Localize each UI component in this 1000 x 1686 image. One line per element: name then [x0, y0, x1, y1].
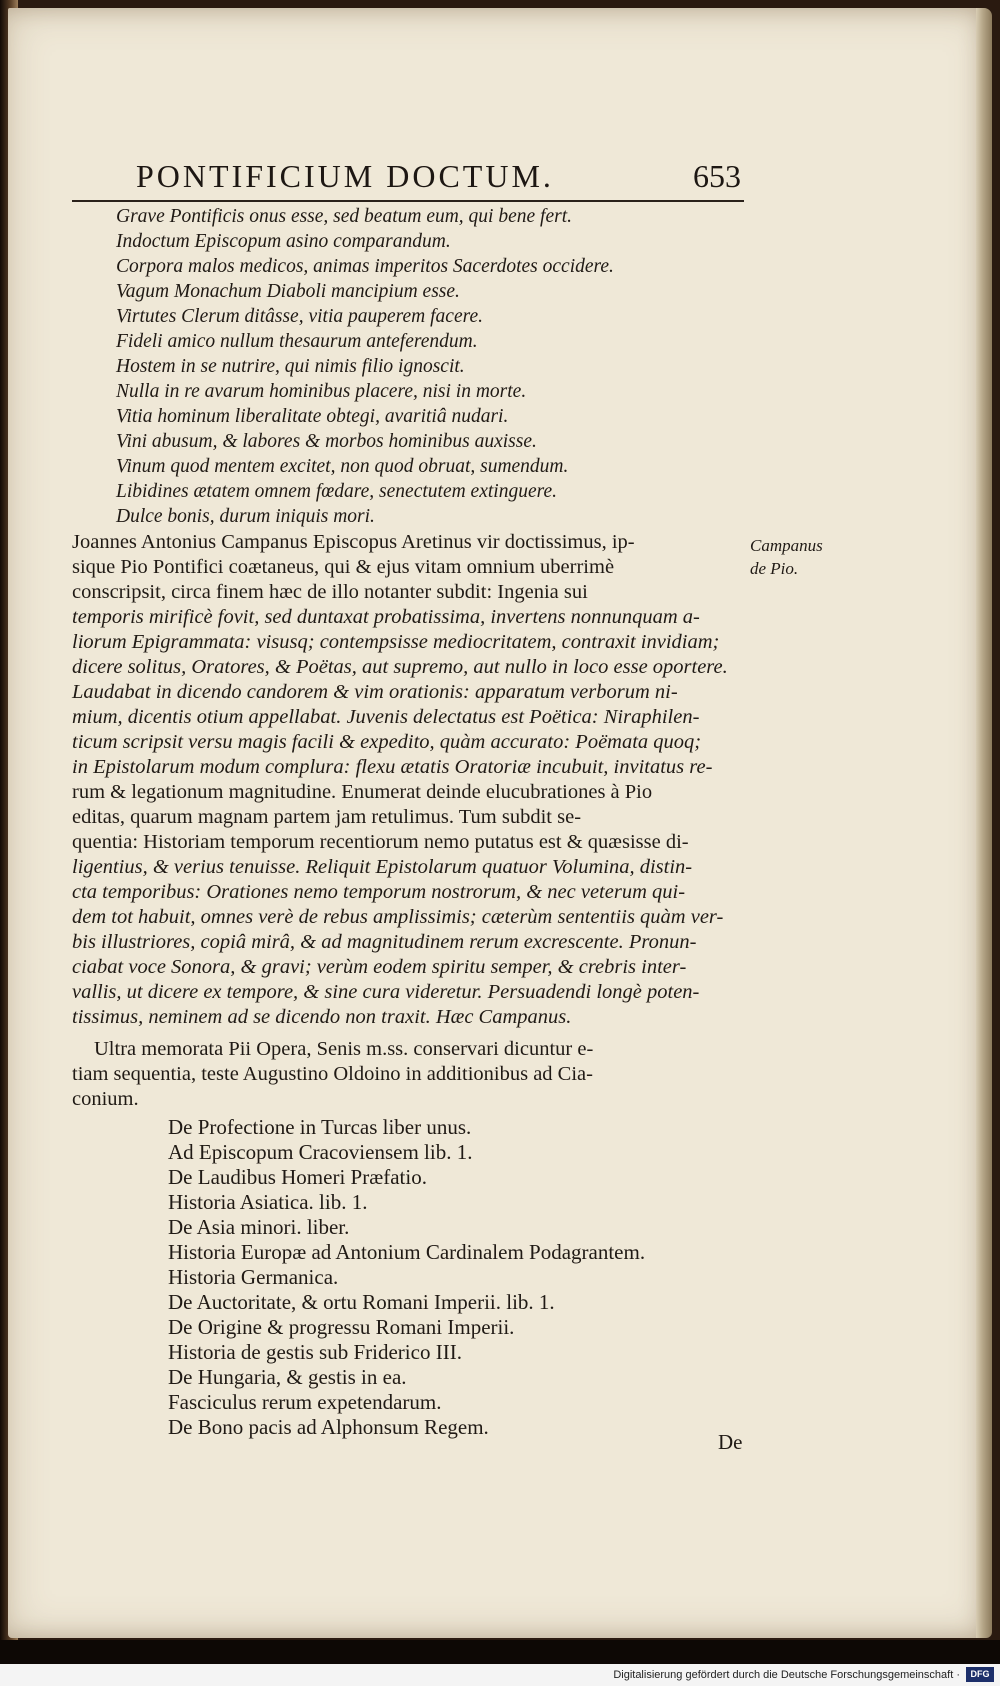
- paragraph-line: ciabat voce Sonora, & gravi; verùm eodem spiritu semper, & crebris inter-: [72, 956, 687, 978]
- verse-line: Grave Pontificis onus esse, sed beatum eum, qui bene fert.: [116, 206, 572, 227]
- verse-line: Vinum quod mentem excitet, non quod obruat, sumendum.: [116, 456, 569, 477]
- verse-line: Dulce bonis, durum iniquis mori.: [116, 506, 375, 527]
- paragraph-line: dicere solitus, Oratores, & Poëtas, aut supremo, aut nullo in loco esse oportere.: [72, 656, 728, 678]
- list-item: Ad Episcopum Cracoviensem lib. 1.: [168, 1140, 473, 1164]
- list-item: Historia Asiatica. lib. 1.: [168, 1190, 368, 1214]
- dfg-logo-icon: DFG: [966, 1667, 994, 1682]
- list-item: De Origine & progressu Romani Imperii.: [168, 1315, 515, 1339]
- verse-line: Fideli amico nullum thesaurum anteferendum.: [116, 331, 478, 352]
- paragraph-line: dem tot habuit, omnes verè de rebus amplissimis; cæterùm sententiis quàm ver-: [72, 906, 724, 928]
- verse-line: Corpora malos medicos, animas imperitos Sacerdotes occidere.: [116, 256, 614, 277]
- paragraph-line: temporis mirificè fovit, sed duntaxat probatissima, invertens nonnunquam a-: [72, 606, 700, 628]
- paragraph-line: Laudabat in dicendo candorem & vim orationis: apparatum verborum ni-: [72, 681, 678, 703]
- running-title: PONTIFICIUM DOCTUM.: [136, 158, 554, 194]
- list-item: De Bono pacis ad Alphonsum Regem.: [168, 1415, 489, 1439]
- paragraph-line: quentia: Historiam temporum recentiorum nemo putatus est & quæsisse di-: [72, 831, 689, 853]
- verse-line: Vini abusum, & labores & morbos hominibus auxisse.: [116, 431, 537, 452]
- catchword: De: [718, 1430, 743, 1454]
- digitization-credit: Digitalisierung gefördert durch die Deutsche Forschungsgemeinschaft ·: [0, 1664, 1000, 1686]
- paragraph-line: Joannes Antonius Campanus Episcopus Aretinus vir doctissimus, ip-: [72, 531, 635, 553]
- page-number: 653: [693, 158, 741, 194]
- verse-line: Indoctum Episcopum asino comparandum.: [116, 231, 451, 252]
- paragraph-line: tissimus, neminem ad se dicendo non traxit. Hæc Campanus.: [72, 1006, 572, 1028]
- list-item: De Laudibus Homeri Præfatio.: [168, 1165, 427, 1189]
- paragraph-line: conscripsit, circa finem hæc de illo notanter subdit: Ingenia sui: [72, 581, 588, 603]
- paragraph-line: mium, dicentis otium appellabat. Juvenis delectatus est Poëtica: Niraphilen-: [72, 706, 700, 728]
- paragraph-line: bis illustriores, copiâ mirâ, & ad magnitudinem rerum excrescente. Pronun-: [72, 931, 697, 953]
- page-edge: [976, 8, 992, 1638]
- paragraph-line: editas, quarum magnam partem jam retulimus. Tum subdit se-: [72, 806, 582, 828]
- paragraph-line: ticum scripsit versu magis facili & expedito, quàm accurato: Poëmata quoq;: [72, 731, 702, 753]
- paragraph-line: cta temporibus: Orationes nemo temporum nostrorum, & nec veterum qui-: [72, 881, 686, 903]
- verse-line: Vagum Monachum Diaboli mancipium esse.: [116, 281, 460, 302]
- margin-note: Campanus: [750, 536, 823, 555]
- verse-line: Nulla in re avarum hominibus placere, nisi in morte.: [116, 381, 527, 402]
- list-item: Fasciculus rerum expetendarum.: [168, 1390, 442, 1414]
- paragraph-line: conium.: [72, 1088, 139, 1110]
- paragraph-line: liorum Epigrammata: visusq; contempsisse mediocritatem, contraxit invidiam;: [72, 631, 720, 653]
- paragraph-line: Ultra memorata Pii Opera, Senis m.ss. conservari dicuntur e-: [94, 1038, 594, 1060]
- verse-line: Virtutes Clerum ditâsse, vitia pauperem facere.: [116, 306, 484, 327]
- book-page: [8, 8, 990, 1638]
- paragraph-line: rum & legationum magnitudine. Enumerat deinde elucubrationes à Pio: [72, 781, 653, 803]
- list-item: Historia Germanica.: [168, 1265, 339, 1289]
- paragraph-line: ligentius, & verius tenuisse. Reliquit Epistolarum quatuor Volumina, distin-: [72, 856, 693, 878]
- verse-line: Vitia hominum liberalitate obtegi, avaritiâ nudari.: [116, 406, 509, 427]
- header-rule: [72, 200, 744, 202]
- paragraph-line: vallis, ut dicere ex tempore, & sine cura videretur. Persuadendi longè poten-: [72, 981, 700, 1003]
- paragraph-line: tiam sequentia, teste Augustino Oldoino in additionibus ad Cia-: [72, 1063, 593, 1085]
- running-header: [136, 158, 741, 202]
- list-item: De Hungaria, & gestis in ea.: [168, 1365, 407, 1389]
- verse-line: Libidines ætatem omnem fœdare, senectutem extinguere.: [116, 481, 558, 502]
- list-item: De Auctoritate, & ortu Romani Imperii. lib. 1.: [168, 1290, 555, 1314]
- paragraph-line: in Epistolarum modum complura: flexu ætatis Oratoriæ incubuit, invitatus re-: [72, 756, 713, 778]
- list-item: De Profectione in Turcas liber unus.: [168, 1115, 472, 1139]
- list-item: Historia de gestis sub Friderico III.: [168, 1340, 462, 1364]
- list-item: De Asia minori. liber.: [168, 1215, 350, 1239]
- paragraph-line: sique Pio Pontifici coætaneus, qui & ejus vitam omnium uberrimè: [72, 556, 615, 578]
- margin-note: de Pio.: [750, 559, 799, 578]
- verse-line: Hostem in se nutrire, qui nimis filio ignoscit.: [116, 356, 465, 377]
- list-item: Historia Europæ ad Antonium Cardinalem Podagrantem.: [168, 1240, 646, 1264]
